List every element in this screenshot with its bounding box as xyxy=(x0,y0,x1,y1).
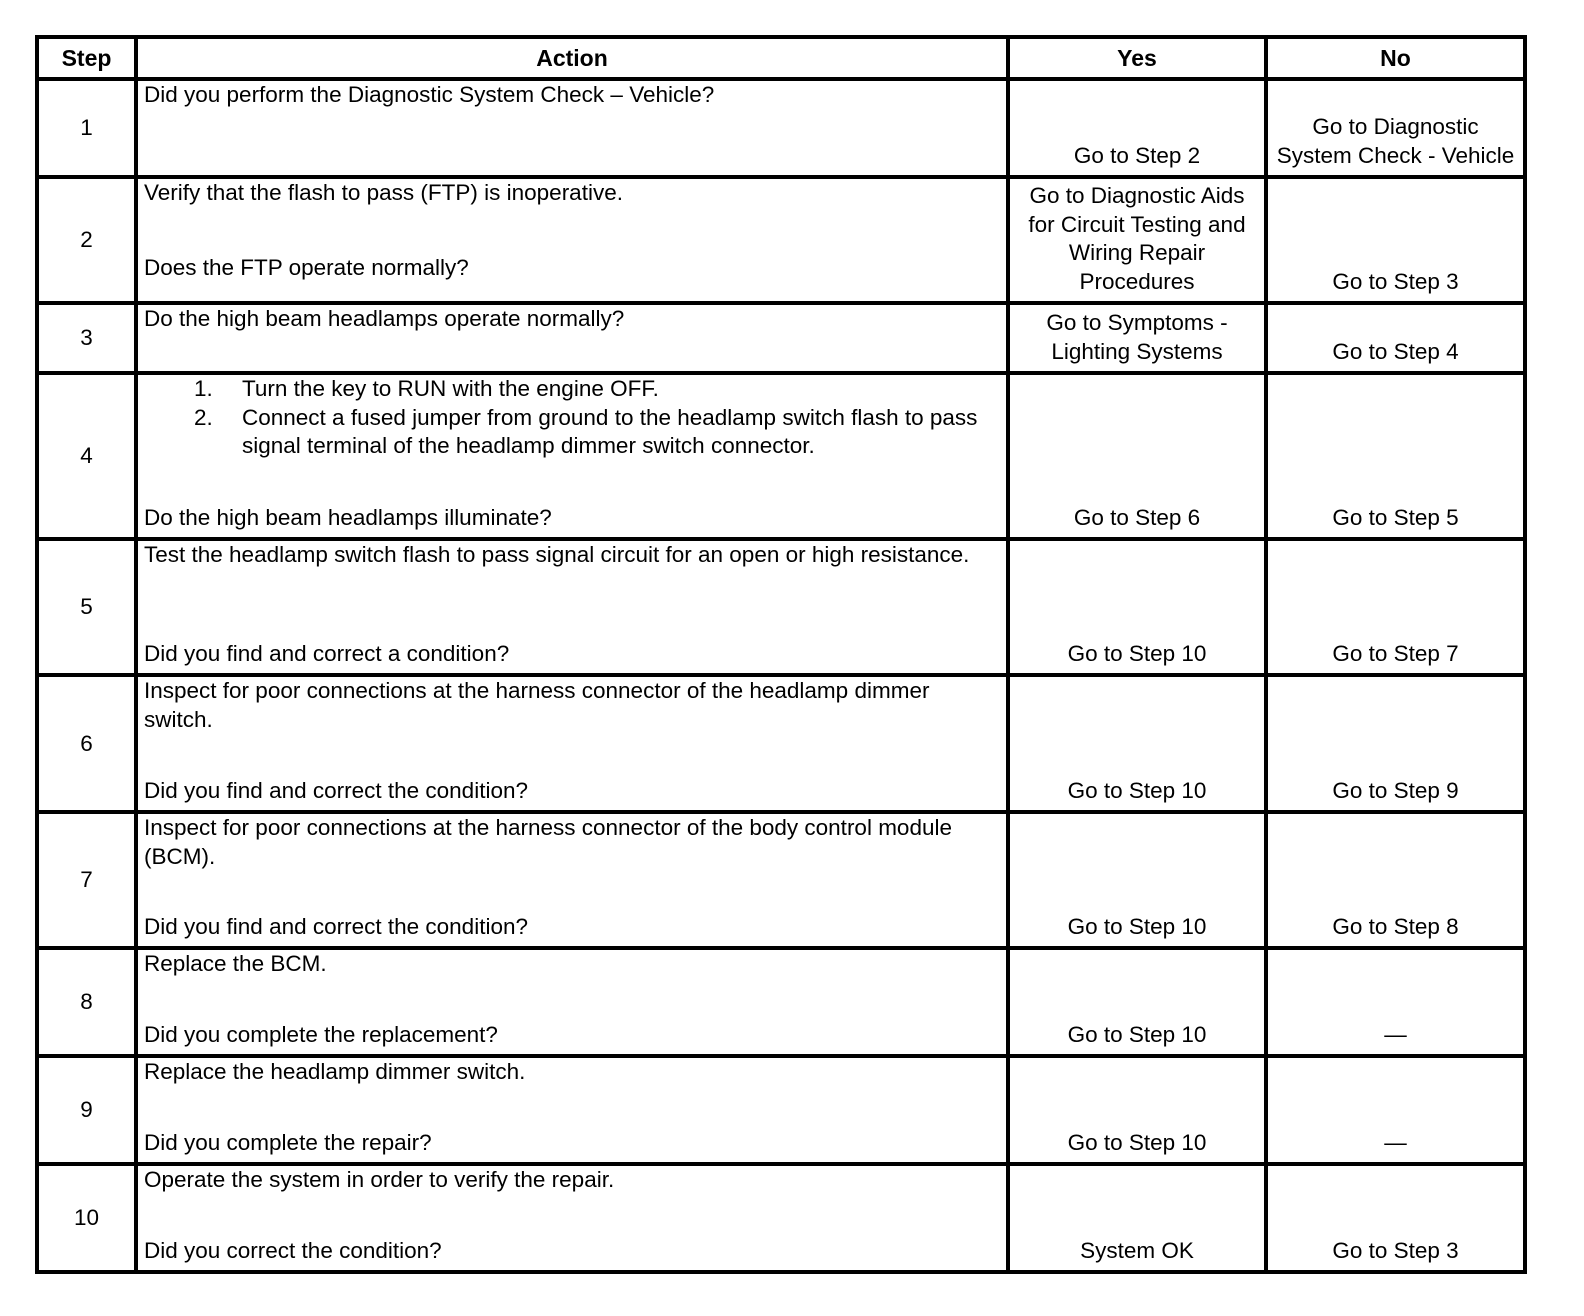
step-number: 7 xyxy=(37,812,136,948)
action-cell xyxy=(136,177,1008,303)
table-row xyxy=(37,177,1525,303)
yes-cell: Go to Step 10 xyxy=(1008,539,1266,675)
step-number: 9 xyxy=(37,1056,136,1164)
no-cell: Go to Step 5 xyxy=(1266,373,1525,539)
table-row xyxy=(37,1164,1525,1272)
table-row xyxy=(37,948,1525,1056)
step-number: 6 xyxy=(37,675,136,812)
action-cell xyxy=(136,303,1008,373)
action-cell xyxy=(136,373,1008,539)
yes-cell: Go to Step 2 xyxy=(1008,79,1266,177)
action-text: Did you perform the Diagnostic System Check – Vehicle? xyxy=(144,82,715,107)
action-question: Did you correct the condition? xyxy=(144,1237,442,1263)
action-text: Inspect for poor connections at the harness connector of the body control module (BCM). xyxy=(144,815,952,869)
action-text: Do the high beam headlamps operate normally? xyxy=(144,306,625,331)
action-cell xyxy=(136,1056,1008,1164)
yes-cell: Go to Step 10 xyxy=(1008,1056,1266,1164)
yes-cell: Go to Step 10 xyxy=(1008,948,1266,1056)
action-text: Test the headlamp switch flash to pass signal circuit for an open or high resistance. xyxy=(144,542,970,567)
step-number: 2 xyxy=(37,177,136,303)
action-question: Did you find and correct the condition? xyxy=(144,913,528,939)
list-item: 1. Turn the key to RUN with the engine OFF. xyxy=(194,376,659,401)
action-text: Operate the system in order to verify the repair. xyxy=(144,1167,615,1192)
action-question: Do the high beam headlamps illuminate? xyxy=(144,504,552,530)
no-cell: — xyxy=(1266,948,1525,1056)
step-number: 10 xyxy=(37,1164,136,1272)
step-number: 3 xyxy=(37,303,136,373)
step-number: 1 xyxy=(37,79,136,177)
action-text: Verify that the flash to pass (FTP) is inoperative. xyxy=(144,180,623,205)
step-number: 4 xyxy=(37,373,136,539)
header-row xyxy=(37,37,1525,79)
action-question: Does the FTP operate normally? xyxy=(144,254,469,280)
header-no: No xyxy=(1266,37,1525,79)
table-row xyxy=(37,79,1525,177)
no-cell: Go to Step 9 xyxy=(1266,675,1525,812)
no-cell: Go to Step 3 xyxy=(1266,1164,1525,1272)
action-cell xyxy=(136,675,1008,812)
step-number: 5 xyxy=(37,539,136,675)
no-cell: Go to Step 3 xyxy=(1266,177,1525,303)
no-cell: Go to Step 7 xyxy=(1266,539,1525,675)
action-cell xyxy=(136,1164,1008,1272)
header-yes: Yes xyxy=(1008,37,1266,79)
no-cell: Go to Step 4 xyxy=(1266,303,1525,373)
table-row xyxy=(37,812,1525,948)
header-action: Action xyxy=(136,37,1008,79)
table-row xyxy=(37,303,1525,373)
yes-cell: Go to Diagnostic Aids for Circuit Testing and Wiring Repair Procedures xyxy=(1008,177,1266,303)
table-row xyxy=(37,539,1525,675)
action-question: Did you complete the replacement? xyxy=(144,1021,498,1047)
no-cell: Go to Step 8 xyxy=(1266,812,1525,948)
action-text: Inspect for poor connections at the harness connector of the headlamp dimmer switch. xyxy=(144,678,930,732)
action-cell xyxy=(136,539,1008,675)
table-row xyxy=(37,373,1525,539)
action-cell xyxy=(136,812,1008,948)
no-cell: Go to Diagnostic System Check - Vehicle xyxy=(1266,79,1525,177)
header-step: Step xyxy=(37,37,136,79)
action-steps-list xyxy=(144,375,1002,461)
yes-cell: Go to Symptoms - Lighting Systems xyxy=(1008,303,1266,373)
step-number: 8 xyxy=(37,948,136,1056)
action-cell xyxy=(136,79,1008,177)
action-text: Replace the BCM. xyxy=(144,951,327,976)
diagnostic-table xyxy=(35,35,1527,1274)
yes-cell: Go to Step 10 xyxy=(1008,675,1266,812)
yes-cell: System OK xyxy=(1008,1164,1266,1272)
no-cell: — xyxy=(1266,1056,1525,1164)
yes-cell: Go to Step 10 xyxy=(1008,812,1266,948)
table-row xyxy=(37,1056,1525,1164)
action-question: Did you find and correct a condition? xyxy=(144,640,510,666)
action-text: Replace the headlamp dimmer switch. xyxy=(144,1059,526,1084)
action-question: Did you find and correct the condition? xyxy=(144,777,528,803)
list-item: 2. Connect a fused jumper from ground to the headlamp switch flash to pass signal terminal of the headlamp dimmer switch connector. xyxy=(194,404,978,458)
yes-cell: Go to Step 6 xyxy=(1008,373,1266,539)
table-row xyxy=(37,675,1525,812)
action-cell xyxy=(136,948,1008,1056)
action-question: Did you complete the repair? xyxy=(144,1129,432,1155)
